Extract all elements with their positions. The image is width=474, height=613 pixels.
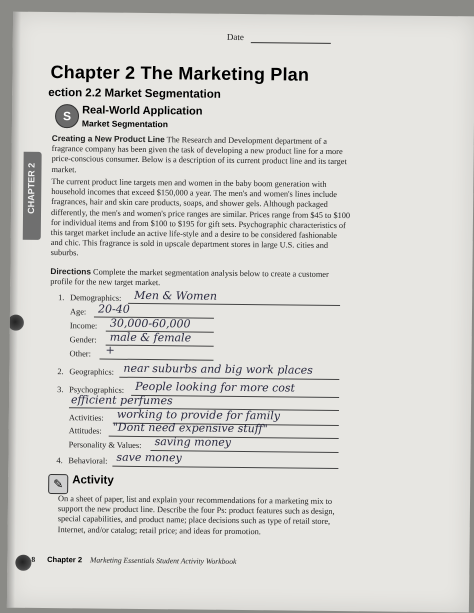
attitudes-answer[interactable]: "Dont need expensive stuff" (112, 420, 268, 436)
geographics-answer[interactable]: near suburbs and big work places (123, 361, 313, 377)
directions-body: Complete the market segmentation analysis below to create a customer profile for the new target market. (50, 267, 329, 288)
directions-lead: Directions (50, 266, 92, 277)
binder-hole-bottom (15, 555, 31, 571)
psychographics-answer-2[interactable]: efficient perfumes (71, 393, 173, 408)
pencil-icon: ✎ (48, 474, 68, 494)
other-line (99, 359, 213, 361)
psychographics-number: 3. (57, 385, 64, 395)
activity-body: On a sheet of paper, list and explain your recommendations for a marketing mix to support the new product line. Describe the four Ps: product features such as design, special capabilities, and product name; place decisions such as type of retail store, Internet, and/or catalog; retail price; and ideas for promotion. (57, 494, 335, 536)
personality-values-answer[interactable]: saving money (154, 435, 232, 449)
chapter-side-tab (23, 152, 42, 240)
date-line (251, 42, 331, 44)
activity-title: Activity (72, 474, 114, 487)
intro-paragraph (51, 133, 351, 178)
page-footer (31, 555, 236, 566)
chapter-title: Chapter 2 The Marketing Plan (50, 61, 310, 85)
demographics-line (128, 303, 340, 306)
intro-body: The Research and Development department of a fragrance company has been given the task of developing a new product line for a more price-conscious consumer. Below is a description of its current product line and its target market. (51, 135, 347, 174)
gender-line (106, 345, 214, 347)
section-title: ection 2.2 Market Segmentation (48, 86, 221, 101)
realworld-icon: S (55, 104, 79, 128)
page-number: 8 (31, 554, 36, 564)
geographics-number: 2. (57, 367, 64, 377)
income-answer[interactable]: 30,000-60,000 (109, 316, 191, 331)
realworld-subtitle: Market Segmentation (81, 118, 168, 130)
demographics-answer[interactable]: Men & Women (134, 288, 218, 303)
demographics-label: Demographics: (70, 293, 122, 303)
activities-label: Activities: (68, 413, 104, 423)
gender-label: Gender: (69, 335, 97, 345)
income-label: Income: (69, 321, 98, 331)
directions-paragraph (50, 266, 350, 291)
realworld-title: Real-World Application (82, 104, 203, 118)
footer-chapter: Chapter 2 (47, 554, 83, 565)
intro-lead: Creating a New Product Line (51, 133, 165, 145)
age-answer[interactable]: 20-40 (97, 302, 130, 316)
psychographics-label: Psychographics: (69, 385, 125, 395)
demographics-number: 1. (58, 293, 65, 303)
geographics-label: Geographics: (69, 367, 115, 377)
side-tab-label: CHAPTER 2 (26, 162, 37, 214)
behavioral-line (112, 466, 338, 469)
worksheet-page (7, 12, 474, 613)
activities-answer[interactable]: working to provide for family (116, 407, 281, 423)
attitudes-label: Attitudes: (68, 426, 102, 436)
binder-hole-top (8, 315, 24, 331)
page-edge-shadow (7, 12, 21, 608)
date-label: Date (226, 31, 244, 43)
behavioral-number: 4. (56, 456, 63, 466)
behavioral-label: Behavioral: (68, 456, 108, 466)
description-paragraph: The current product line targets men and women in the baby boom generation with household incomes that exceed $150,000 a year. The men's and women's lines include fragrances, hair and skin care products, soaps, and shower gels. Although packaged differently, the men's and women's price ranges are similar. Prices range from $45 to $100 for individual items and from $100 to $195 for gift sets. Psychographic characteristics of this target market include an active life-style and a desire to be considered fashionable and chic. This fragrance is sold in upscale department stores in large U.S. cities and suburbs. (50, 177, 351, 258)
other-answer[interactable]: + (105, 343, 115, 357)
gender-answer[interactable]: male & female (109, 330, 192, 345)
footer-book-title: Marketing Essentials Student Activity Workbook (89, 555, 237, 566)
personality-values-label: Personality & Values: (68, 440, 142, 450)
age-label: Age: (69, 307, 87, 317)
psychographics-answer-1[interactable]: People looking for more cost (135, 379, 296, 395)
behavioral-answer[interactable]: save money (116, 450, 182, 465)
other-label: Other: (69, 349, 92, 359)
